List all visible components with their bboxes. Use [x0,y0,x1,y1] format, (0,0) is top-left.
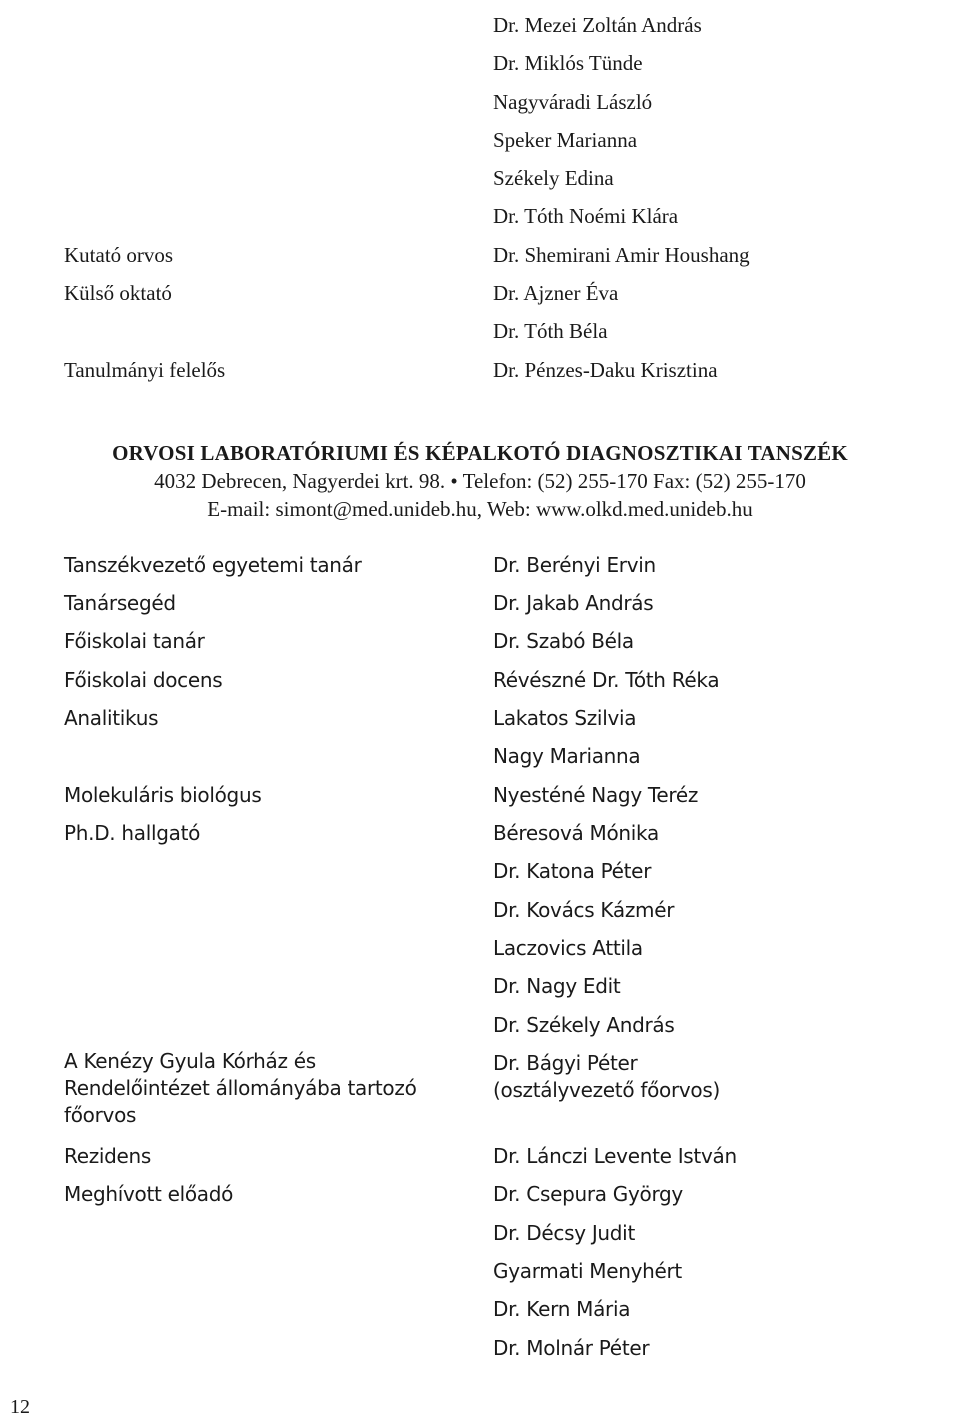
department-address: 4032 Debrecen, Nagyerdei krt. 98. • Telefon: (52) 255-170 Fax: (52) 255-170 [154,469,806,493]
staff-name: Dr. Tóth Béla [493,319,608,343]
staff-name: Dr. Csepura György [493,1182,683,1206]
staff-name: Dr. Lánczi Levente István [493,1144,737,1168]
staff-name: Dr. Jakab András [493,591,654,615]
role-label: Külső oktató [64,281,172,305]
staff-name: Révészné Dr. Tóth Réka [493,668,720,692]
staff-name: Speker Marianna [493,128,638,152]
staff-name: Dr. Ajzner Éva [493,281,619,305]
role-label: Analitikus [64,706,159,730]
role-label: Főiskolai tanár [64,629,205,653]
staff-name: Székely Edina [493,166,614,190]
staff-name: Dr. Tóth Noémi Klára [493,204,679,228]
staff-name-note: (osztályvezető főorvos) [493,1078,720,1102]
page-number: 12 [10,1396,30,1418]
staff-name: Dr. Décsy Judit [493,1221,635,1245]
staff-name: Dr. Szabó Béla [493,629,634,653]
role-label: Ph.D. hallgató [64,821,201,845]
staff-name: Dr. Pénzes-Daku Krisztina [493,358,718,382]
staff-name: Dr. Kern Mária [493,1297,631,1321]
role-label: Molekuláris biológus [64,783,262,807]
staff-name: Dr. Berényi Ervin [493,553,656,577]
staff-name: Nagyváradi László [493,90,653,114]
staff-name: Nagy Marianna [493,744,641,768]
role-label: Tanársegéd [64,591,176,615]
staff-name: Laczovics Attila [493,936,643,960]
role-label: Meghívott előadó [64,1182,234,1206]
staff-name: Dr. Miklós Tünde [493,51,643,75]
role-label: Kutató orvos [64,243,174,267]
staff-name: Dr. Székely András [493,1013,675,1037]
role-label: Főiskolai docens [64,668,223,692]
staff-name: Dr. Molnár Péter [493,1336,650,1360]
staff-name: Lakatos Szilvia [493,706,637,730]
department-title: ORVOSI LABORATÓRIUMI ÉS KÉPALKOTÓ DIAGNOSZTIKAI TANSZÉK [112,441,848,465]
staff-name: Gyarmati Menyhért [493,1259,682,1283]
role-label: Tanulmányi felelős [64,358,226,382]
department-contact: E-mail: simont@med.unideb.hu, Web: www.olkd.med.unideb.hu [207,497,753,521]
staff-name: Nyesténé Nagy Teréz [493,783,699,807]
staff-name: Dr. Nagy Edit [493,974,621,998]
staff-name: Dr. Shemirani Amir Houshang [493,243,750,267]
staff-name: Dr. Bágyi Péter [493,1051,638,1075]
staff-name: Dr. Kovács Kázmér [493,898,675,922]
staff-name: Dr. Katona Péter [493,859,652,883]
role-label: Tanszékvezető egyetemi tanár [64,553,362,577]
staff-name: Dr. Mezei Zoltán András [493,13,702,37]
role-label: A Kenézy Gyula Kórház és Rendelőintézet állományába tartozó főorvos [64,1049,417,1127]
staff-name: Béresová Mónika [493,821,659,845]
role-label: Rezidens [64,1144,152,1168]
